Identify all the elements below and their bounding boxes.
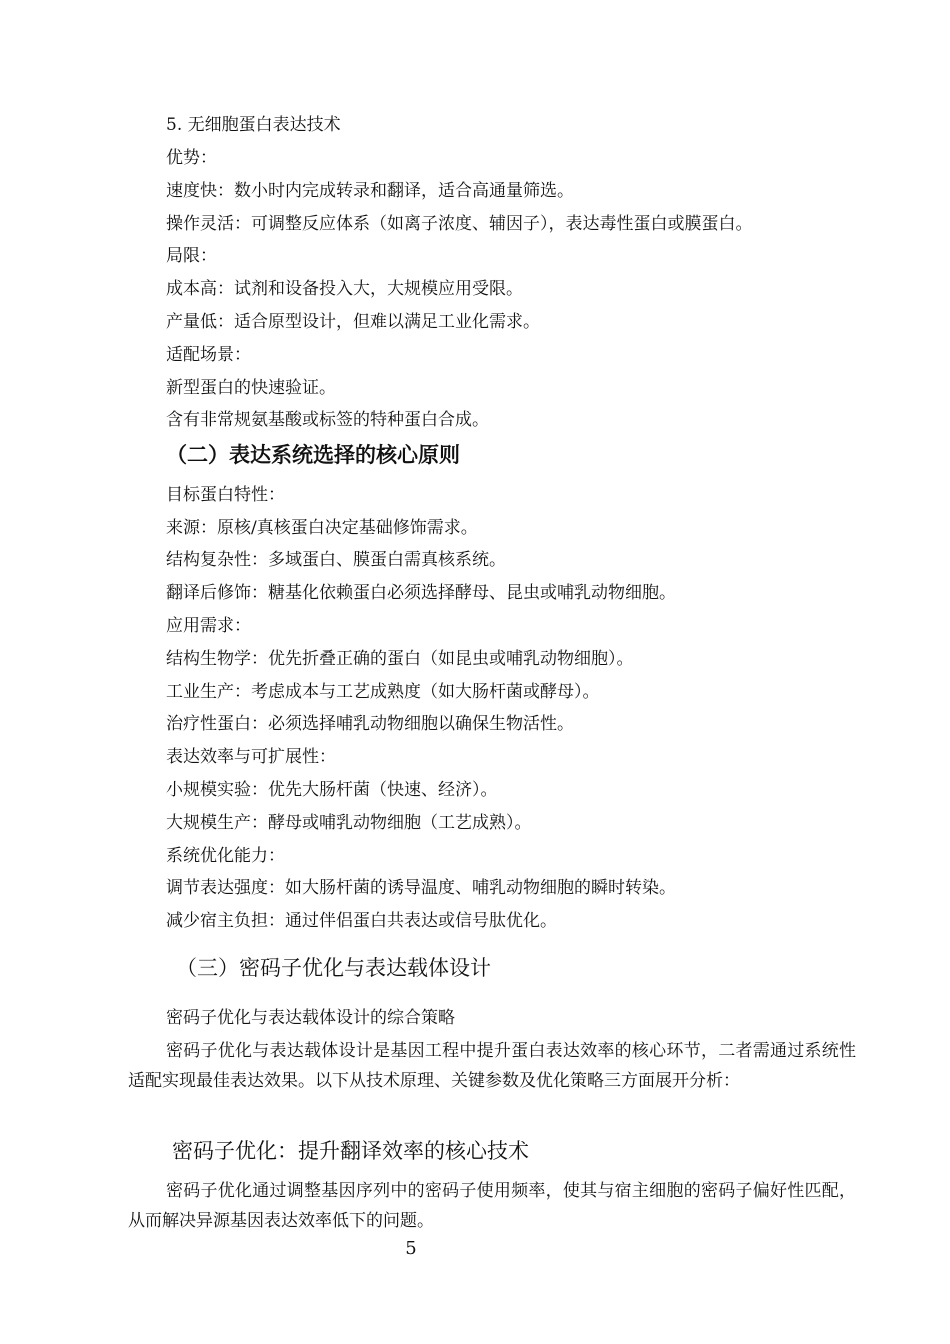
text-line: 产量低：适合原型设计，但难以满足工业化需求。	[166, 312, 540, 332]
text-line: 表达效率与可扩展性：	[166, 747, 336, 767]
text-line: 减少宿主负担：通过伴侣蛋白共表达或信号肽优化。	[166, 911, 557, 931]
text-line: 适配场景：	[166, 345, 251, 365]
text-line: 新型蛋白的快速验证。	[166, 378, 336, 398]
paragraph: 密码子优化与表达载体设计是基因工程中提升蛋白表达效率的核心环节，二者需通过系统性适配实现最佳表达效果。以下从技术原理、关键参数及优化策略三方面展开分析：	[128, 1041, 856, 1091]
text-line: 应用需求：	[166, 616, 251, 636]
text-line: 工业生产：考虑成本与工艺成熟度（如大肠杆菌或酵母）。	[166, 682, 600, 702]
text-line: 系统优化能力：	[166, 846, 285, 866]
page-number: 5	[405, 1238, 417, 1259]
paragraph: 密码子优化通过调整基因序列中的密码子使用频率，使其与宿主细胞的密码子偏好性匹配，从而解决异源基因表达效率低下的问题。	[128, 1181, 856, 1231]
text-line: 成本高：试剂和设备投入大，大规模应用受限。	[166, 279, 523, 299]
text-line: 速度快：数小时内完成转录和翻译，适合高通量筛选。	[166, 181, 574, 201]
text-line: 优势：	[166, 148, 217, 168]
subsection-heading: 密码子优化：提升翻译效率的核心技术	[172, 1139, 529, 1163]
text-line: 小规模实验：优先大肠杆菌（快速、经济）。	[166, 780, 498, 800]
text-line: 翻译后修饰：糖基化依赖蛋白必须选择酵母、昆虫或哺乳动物细胞。	[166, 583, 676, 603]
text-line: 操作灵活：可调整反应体系（如离子浓度、辅因子），表达毒性蛋白或膜蛋白。	[166, 214, 753, 234]
subtitle: 密码子优化与表达载体设计的综合策略	[166, 1008, 455, 1028]
text-line: 结构复杂性：多域蛋白、膜蛋白需真核系统。	[166, 550, 506, 570]
text-line: 来源：原核/真核蛋白决定基础修饰需求。	[166, 518, 478, 538]
text-line: 局限：	[166, 246, 217, 266]
text-line: 治疗性蛋白：必须选择哺乳动物细胞以确保生物活性。	[166, 714, 574, 734]
section-heading-3: （三）密码子优化与表达载体设计	[176, 956, 491, 980]
text-line: 目标蛋白特性：	[166, 485, 285, 505]
text-line: 结构生物学：优先折叠正确的蛋白（如昆虫或哺乳动物细胞）。	[166, 649, 634, 669]
section-heading-2: （二）表达系统选择的核心原则	[166, 443, 460, 467]
text-line: 大规模生产：酵母或哺乳动物细胞（工艺成熟）。	[166, 813, 532, 833]
text-line: 含有非常规氨基酸或标签的特种蛋白合成。	[166, 410, 489, 430]
text-line: 调节表达强度：如大肠杆菌的诱导温度、哺乳动物细胞的瞬时转染。	[166, 878, 676, 898]
section-5-title: 5. 无细胞蛋白表达技术	[166, 115, 341, 135]
